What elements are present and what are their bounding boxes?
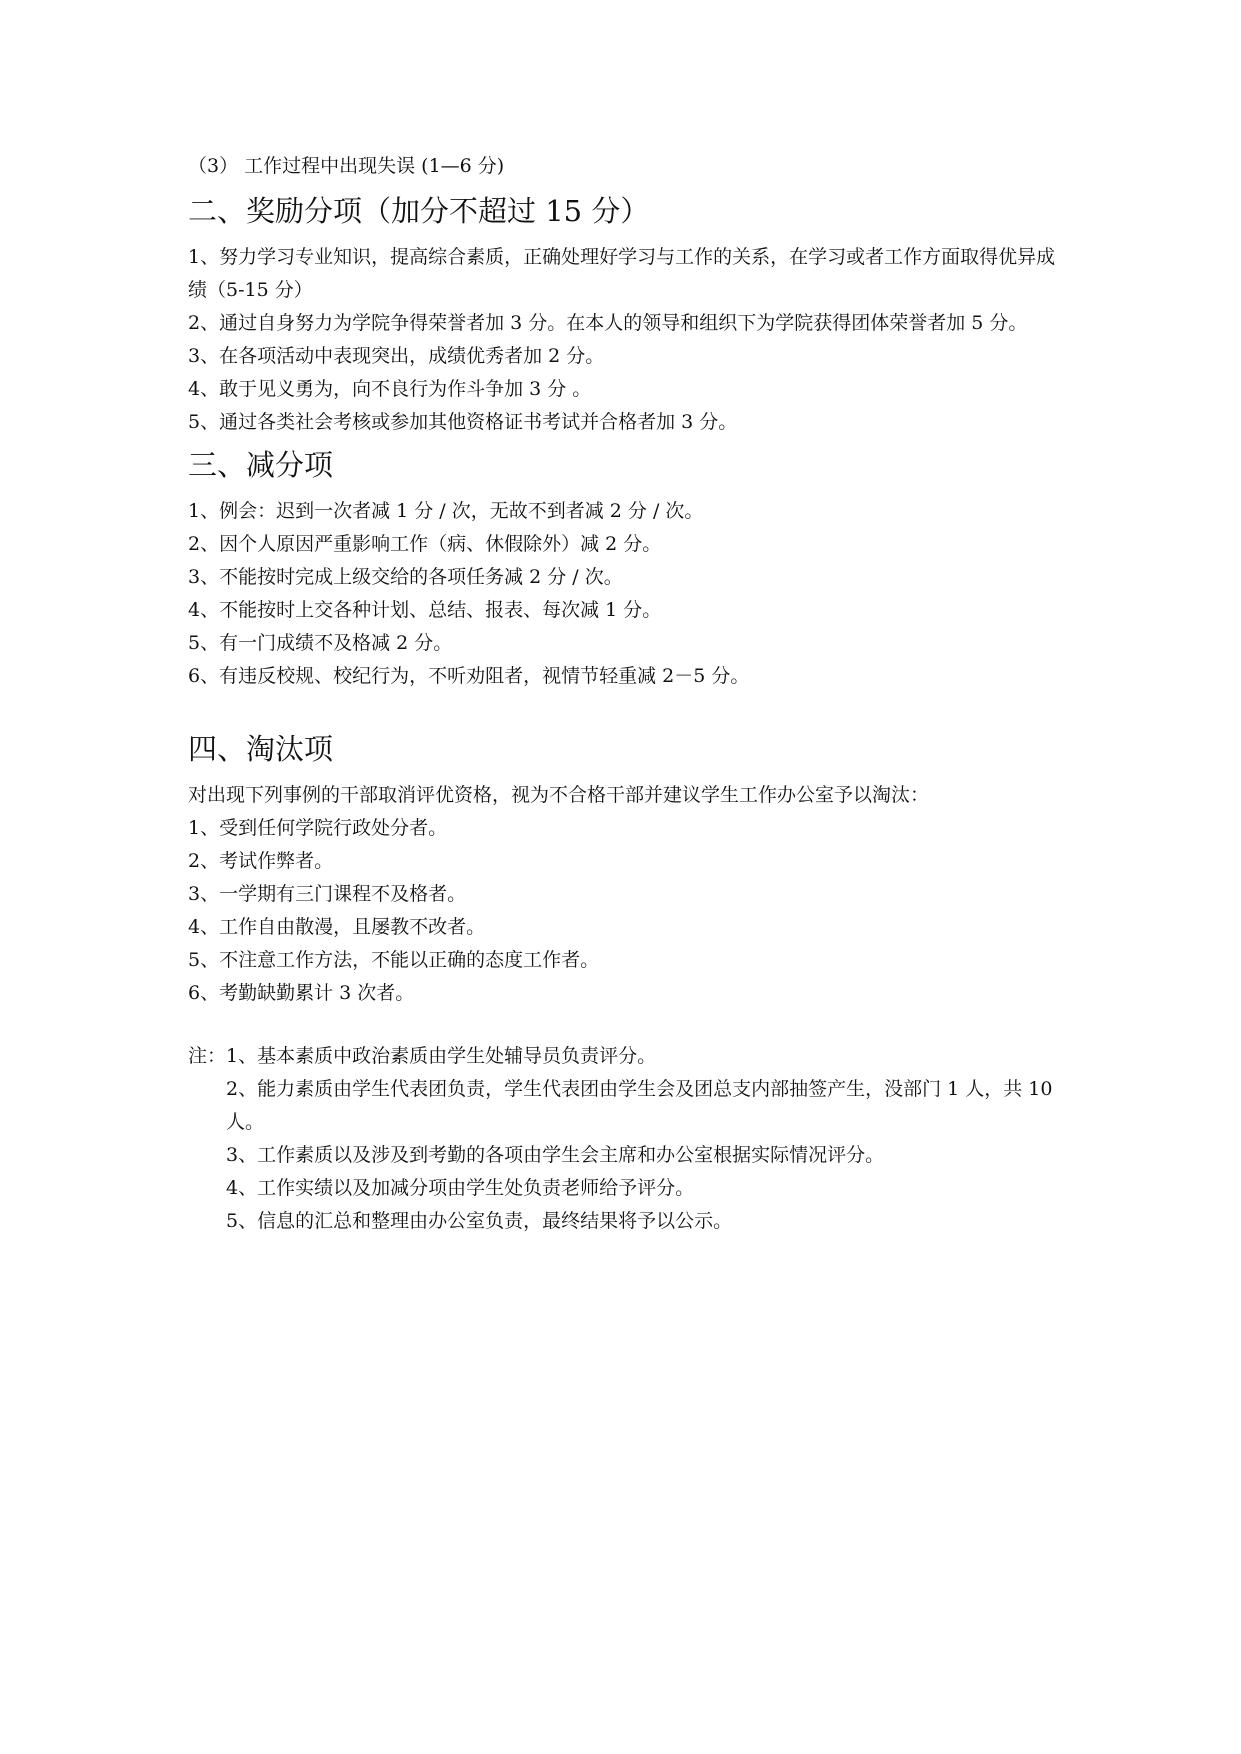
list-item: 1、努力学习专业知识，提高综合素质，正确处理好学习与工作的关系，在学习或者工作方面取得优异成绩（5-15 分） bbox=[188, 246, 1056, 301]
list-item: 5、有一门成绩不及格减 2 分。 bbox=[188, 632, 453, 654]
note-line: 5、信息的汇总和整理由办公室负责，最终结果将予以公示。 bbox=[226, 1210, 733, 1232]
list-item: 1、受到任何学院行政处分者。 bbox=[188, 817, 448, 839]
list-item: 3、一学期有三门课程不及格者。 bbox=[188, 883, 467, 905]
list-item: 2、考试作弊者。 bbox=[188, 850, 334, 872]
note-line: 3、工作素质以及涉及到考勤的各项由学生会主席和办公室根据实际情况评分。 bbox=[226, 1144, 885, 1166]
note-line: 2、能力素质由学生代表团负责，学生代表团由学生会及团总支内部抽签产生，没部门 1 人，共 10 人。 bbox=[226, 1078, 1059, 1133]
section-heading-bonus: 二、奖励分项（加分不超过 15 分） bbox=[188, 194, 650, 228]
section-elimination bbox=[188, 727, 1068, 1010]
list-item: 4、工作自由散漫，且屡教不改者。 bbox=[188, 916, 486, 938]
list-item: 5、通过各类社会考核或参加其他资格证书考试并合格者加 3 分。 bbox=[188, 411, 738, 433]
note-line: 4、工作实绩以及加减分项由学生处负责老师给予评分。 bbox=[226, 1177, 695, 1199]
elimination-intro: 对出现下列事例的干部取消评优资格，视为不合格干部并建议学生工作办公室予以淘汰： bbox=[188, 784, 930, 806]
list-item: 2、通过自身努力为学院争得荣誉者加 3 分。在本人的领导和组织下为学院获得团体荣誉者加 5 分。 bbox=[188, 312, 1028, 334]
item-mistake-line: （3） 工作过程中出现失误 (1—6 分) bbox=[188, 155, 505, 177]
list-item: 5、不注意工作方法，不能以正确的态度工作者。 bbox=[188, 949, 600, 971]
section-heading-deduction: 三、减分项 bbox=[188, 448, 334, 482]
note-line: 注：1、基本素质中政治素质由学生处辅导员负责评分。 bbox=[188, 1045, 657, 1067]
section-heading-elimination: 四、淘汰项 bbox=[188, 732, 334, 766]
list-item: 6、有违反校规、校纪行为，不听劝阻者，视情节轻重减 2－5 分。 bbox=[188, 665, 750, 687]
list-item: 6、考勤缺勤累计 3 次者。 bbox=[188, 982, 415, 1004]
bonus-list bbox=[188, 241, 1068, 439]
list-item: 3、不能按时完成上级交给的各项任务减 2 分 / 次。 bbox=[188, 566, 623, 588]
document-page bbox=[188, 150, 1068, 1238]
notes-block bbox=[188, 1040, 1068, 1238]
list-item: 4、不能按时上交各种计划、总结、报表、每次减 1 分。 bbox=[188, 599, 662, 621]
deduction-list bbox=[188, 495, 1068, 693]
section-bonus bbox=[188, 189, 1068, 439]
list-item: 3、在各项活动中表现突出，成绩优秀者加 2 分。 bbox=[188, 345, 605, 367]
section-deduction bbox=[188, 443, 1068, 693]
list-item: 4、敢于见义勇为，向不良行为作斗争加 3 分 。 bbox=[188, 378, 592, 400]
elimination-list bbox=[188, 812, 1068, 1010]
list-item: 2、因个人原因严重影响工作（病、休假除外）减 2 分。 bbox=[188, 533, 662, 555]
list-item: 1、例会：迟到一次者减 1 分 / 次，无故不到者减 2 分 / 次。 bbox=[188, 500, 704, 522]
